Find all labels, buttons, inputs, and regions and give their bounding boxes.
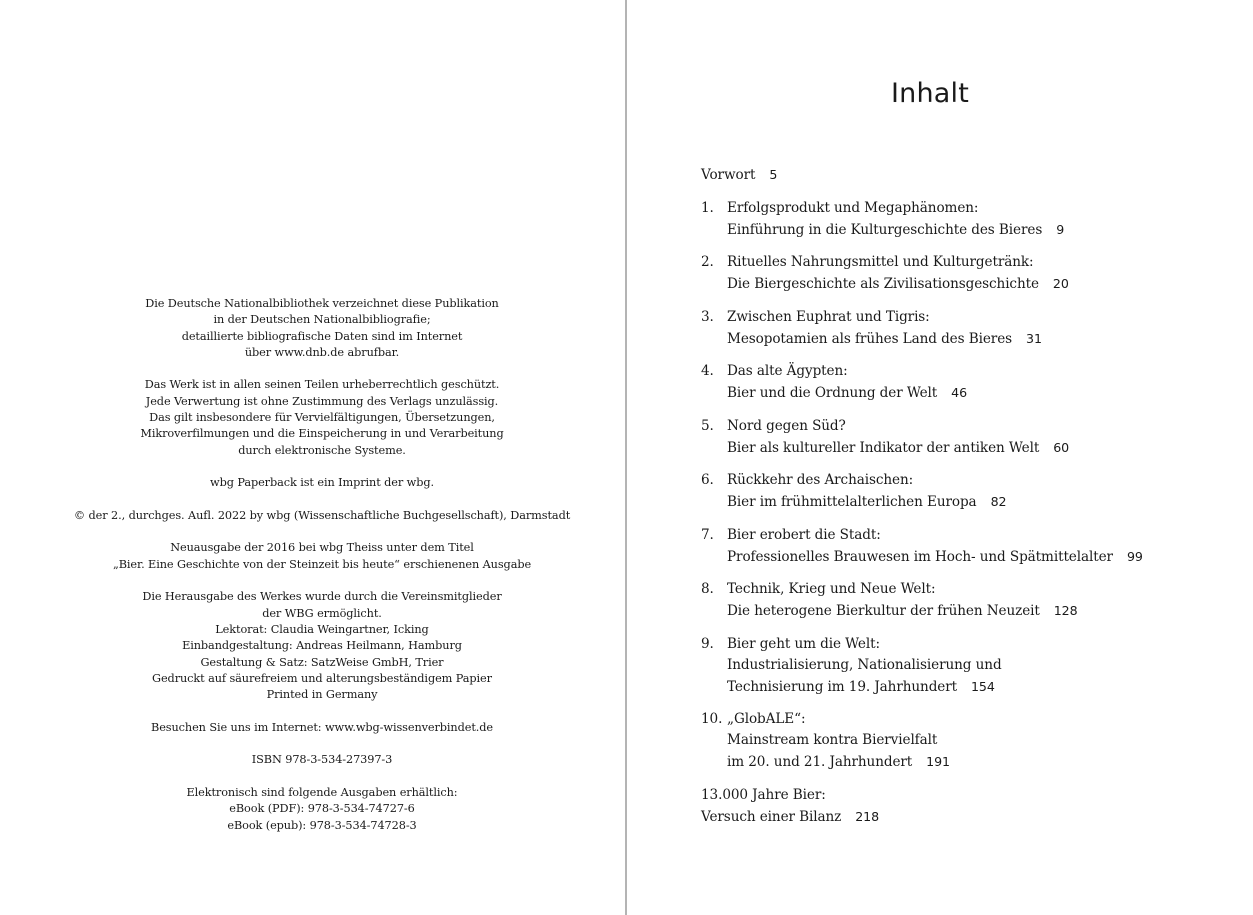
paragraph-spacer <box>0 736 644 752</box>
right-page <box>628 0 1253 915</box>
left-page <box>0 0 626 915</box>
paragraph-spacer <box>0 769 644 785</box>
chapter-title-text: Professionelles Brauwesen im Hoch- und Spätmittelalter <box>727 548 1113 565</box>
imprint-line: © der 2., durchges. Aufl. 2022 by wbg (Wissenschaftliche Buchgesellschaft), Darmstadt <box>73 508 571 522</box>
toc-entry <box>701 361 1221 404</box>
chapter-title-line <box>727 328 1221 350</box>
imprint-line: Das Werk ist in allen seinen Teilen urheberrechtlich geschützt. <box>144 378 500 392</box>
chapter-number: 1. <box>701 199 714 216</box>
page-number: 5 <box>769 167 778 182</box>
chapter-title-line <box>727 382 1221 404</box>
chapter-title-line <box>727 198 1221 219</box>
toc-entry <box>701 470 1221 513</box>
chapter-title-text: Bier und die Ordnung der Welt <box>727 385 938 401</box>
chapter-number: 2. <box>701 254 714 270</box>
page-number: 218 <box>855 808 879 824</box>
chapter-title-text: 13.000 Jahre Bier: <box>701 786 826 803</box>
chapter-title-line <box>727 676 1221 698</box>
imprint-line: eBook (PDF): 978-3-534-74727-6 <box>229 802 415 816</box>
chapter-number: 10. <box>701 711 723 727</box>
chapter-number: 4. <box>701 363 714 379</box>
imprint-text <box>0 296 644 834</box>
chapter-title-line <box>727 579 1221 600</box>
page-divider <box>625 0 627 915</box>
imprint-line: Mikroverfilmungen und die Einspeicherung in und Verarbeitung <box>140 427 504 441</box>
chapter-title-text: Die Biergeschichte als Zivilisationsgeschichte <box>727 276 1039 292</box>
imprint-line: durch elektronische Systeme. <box>238 443 406 457</box>
chapter-title-text: Technik, Krieg und Neue Welt: <box>727 581 936 597</box>
chapter-number: 8. <box>701 581 714 597</box>
chapter-title-line <box>727 219 1221 241</box>
chapter-title-line <box>727 307 1221 328</box>
chapter-title-text: Technisierung im 19. Jahrhundert <box>727 678 958 695</box>
page-number: 154 <box>971 678 995 694</box>
chapter-title-line <box>727 437 1221 459</box>
paragraph-spacer <box>0 459 644 475</box>
imprint-line: Einbandgestaltung: Andreas Heilmann, Hamburg <box>182 639 462 653</box>
paragraph-spacer <box>0 492 644 508</box>
chapter-title-text: Industrialisierung, Nationalisierung und <box>727 656 1002 673</box>
imprint-line: der WBG ermöglicht. <box>262 606 382 620</box>
chapter-title-line <box>727 252 1221 273</box>
page-number: 46 <box>951 385 967 400</box>
chapter-title-text: Rituelles Nahrungsmittel und Kulturgetränk: <box>727 254 1034 270</box>
chapter-title-text: im 20. und 21. Jahrhundert <box>727 754 913 770</box>
toc-entry <box>701 785 1221 828</box>
imprint-line: Die Herausgabe des Werkes wurde durch die Vereinsmitglieder <box>142 590 502 604</box>
toc-entry <box>701 252 1221 295</box>
chapter-title-line <box>727 273 1221 295</box>
chapter-title-line <box>701 806 1221 828</box>
paragraph-spacer <box>0 703 644 719</box>
imprint-line: über www.dnb.de abrufbar. <box>244 345 400 359</box>
chapter-title-text: Die heterogene Bierkultur der frühen Neuzeit <box>727 603 1040 619</box>
paragraph-spacer <box>0 361 644 377</box>
chapter-number: 9. <box>701 635 714 652</box>
imprint-line: ISBN 978-3-534-27397-3 <box>251 753 393 767</box>
chapter-title-text: Mesopotamien als frühes Land des Bieres <box>727 330 1013 347</box>
imprint-line: Gestaltung & Satz: SatzWeise GmbH, Trier <box>200 655 444 669</box>
imprint-line: Die Deutsche Nationalbibliothek verzeichnet diese Publikation <box>145 297 499 310</box>
toc-entry <box>701 198 1221 241</box>
chapter-title-text: Zwischen Euphrat und Tigris: <box>727 308 930 325</box>
toc-entry <box>701 634 1221 698</box>
paragraph-spacer <box>0 524 644 540</box>
imprint-line: detaillierte bibliografische Daten sind im Internet <box>181 329 463 343</box>
chapter-title-text: Versuch einer Bilanz <box>701 808 842 825</box>
toc-entry <box>701 525 1221 568</box>
page-number: 20 <box>1052 276 1069 291</box>
chapter-title-text: Einführung in die Kulturgeschichte des Bieres <box>727 221 1043 238</box>
toc-entry <box>701 416 1221 459</box>
chapter-number: 5. <box>701 417 714 434</box>
chapter-title-text: Bier als kultureller Indikator der antiken Welt <box>727 439 1040 456</box>
imprint-line: Gedruckt auf säurefreiem und alterungsbeständigem Papier <box>152 671 492 685</box>
chapter-title-line <box>727 525 1221 546</box>
page-number: 60 <box>1053 439 1070 455</box>
toc-entry <box>701 579 1221 622</box>
chapter-title-text: Das alte Ägypten: <box>727 363 848 379</box>
chapter-title-line <box>701 785 1221 806</box>
toc-entry <box>701 307 1221 350</box>
chapter-title-text: Bier geht um die Welt: <box>727 635 880 652</box>
table-of-contents <box>701 164 1221 839</box>
chapter-title-line <box>727 416 1221 437</box>
imprint-line: Jede Verwertung ist ohne Zustimmung des Verlags unzulässig. <box>145 394 499 408</box>
toc-entry <box>701 164 1221 186</box>
imprint-line: Besuchen Sie uns im Internet: www.wbg-wissenverbindet.de <box>151 720 493 734</box>
chapter-number: 3. <box>701 308 714 325</box>
chapter-number: 7. <box>701 526 714 543</box>
imprint-line: Das gilt insbesondere für Vervielfältigungen, Übersetzungen, <box>149 411 495 425</box>
imprint-line: Elektronisch sind folgende Ausgaben erhältlich: <box>186 785 458 799</box>
chapter-title-line <box>727 751 1221 773</box>
imprint-line: „Bier. Eine Geschichte von der Steinzeit bis heute“ erschienenen Ausgabe <box>112 557 532 571</box>
chapter-title-text: Mainstream kontra Biervielfalt <box>727 732 938 748</box>
chapter-title-text: Bier im frühmittelalterlichen Europa <box>727 494 977 510</box>
chapter-title-line <box>727 470 1221 491</box>
page-number: 9 <box>1056 221 1065 237</box>
chapter-title-text: Erfolgsprodukt und Megaphänomen: <box>727 199 979 216</box>
imprint-line: wbg Paperback ist ein Imprint der wbg. <box>210 476 434 490</box>
page-number: 31 <box>1026 330 1042 346</box>
chapter-title-line <box>727 634 1221 655</box>
page-title: Inhalt <box>890 78 970 109</box>
page-number: 99 <box>1126 548 1143 564</box>
chapter-title-line <box>727 600 1221 622</box>
imprint-line: Printed in Germany <box>266 688 378 702</box>
chapter-number: 6. <box>701 472 714 488</box>
page-number: 191 <box>926 754 950 769</box>
chapter-title-line <box>727 730 1221 751</box>
chapter-title-line <box>701 164 1221 186</box>
chapter-title-line <box>727 361 1221 382</box>
imprint-line: Lektorat: Claudia Weingartner, Icking <box>215 622 429 636</box>
page-number: 82 <box>990 494 1007 509</box>
imprint-line: in der Deutschen Nationalbibliografie; <box>213 313 431 327</box>
chapter-title-text: Vorwort <box>701 167 756 183</box>
chapter-title-text: Rückkehr des Archaischen: <box>727 472 914 488</box>
chapter-title-line <box>727 491 1221 513</box>
paragraph-spacer <box>0 573 644 589</box>
chapter-title-text: Nord gegen Süd? <box>727 417 846 434</box>
chapter-title-text: „GlobALE“: <box>727 711 806 727</box>
imprint-line: eBook (epub): 978-3-534-74728-3 <box>227 818 417 832</box>
imprint-line: Neuausgabe der 2016 bei wbg Theiss unter dem Titel <box>170 541 474 555</box>
page-number: 128 <box>1053 603 1078 618</box>
chapter-title-line <box>727 709 1221 730</box>
toc-entry <box>701 709 1221 773</box>
chapter-title-text: Bier erobert die Stadt: <box>727 526 881 543</box>
chapter-title-line <box>727 655 1221 676</box>
chapter-title-line <box>727 546 1221 568</box>
